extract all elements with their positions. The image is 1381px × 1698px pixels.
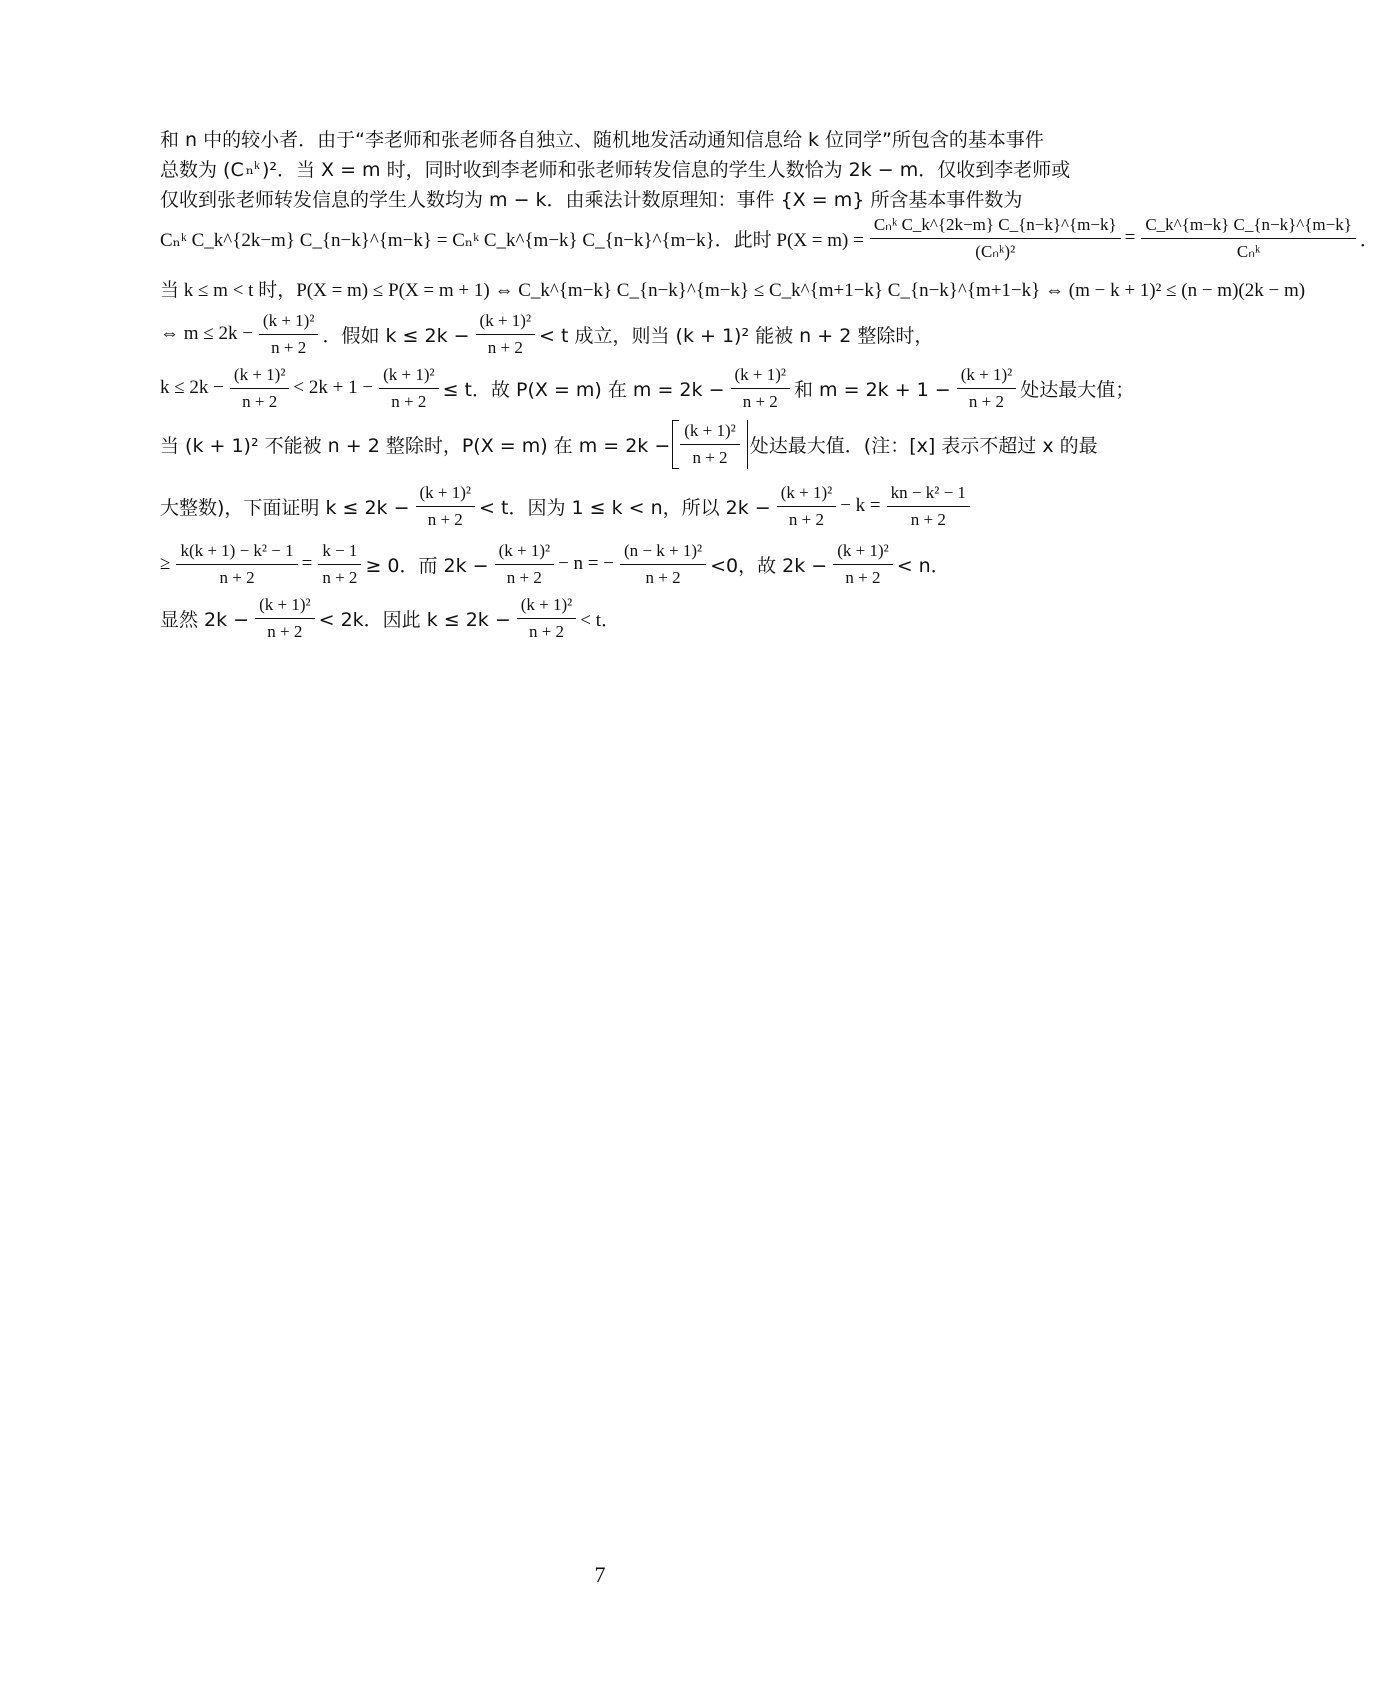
fraction-numerator: kn − k² − 1 (887, 482, 970, 507)
math-segment: ₙᵏ (245, 157, 260, 179)
fraction-denominator: n + 2 (692, 447, 728, 467)
fraction (731, 364, 791, 413)
text-segment: 当 (k + 1)² 不能被 n + 2 整除时，P(X = m) 在 m = 2k − (160, 434, 671, 457)
fraction (887, 482, 970, 531)
fraction-denominator: n + 2 (742, 391, 778, 411)
fraction-numerator: (n − k + 1)² (620, 540, 706, 565)
text-segment: 处达最大值； (1020, 378, 1135, 401)
fraction-numerator: (k + 1)² (833, 540, 893, 565)
fraction-numerator: (k + 1)² (680, 420, 740, 445)
text-segment: < n． (896, 554, 950, 577)
fraction (230, 364, 290, 413)
fraction-denominator: n + 2 (788, 509, 824, 529)
math-segment: ⇔ m ≤ 2k − (160, 323, 253, 344)
fraction-numerator: (k + 1)² (495, 540, 555, 565)
text-segment: 显然 2k − (160, 608, 250, 631)
math-segment: − n = − (558, 553, 614, 574)
fraction-denominator: Cₙᵏ (1236, 241, 1261, 261)
text-segment: 仅收到张老师转发信息的学生人数均为 m − k．由乘法计数原理知：事件 {X = m} 所含基本事件数为 (160, 188, 1023, 211)
text-line-6 (160, 304, 935, 364)
floor-bracket (672, 420, 748, 469)
fraction-denominator: n + 2 (322, 567, 358, 587)
text-segment: <0，故 2k − (710, 554, 828, 577)
fraction (176, 540, 297, 589)
fraction-denominator: n + 2 (845, 567, 881, 587)
fraction-numerator: (k + 1)² (379, 364, 439, 389)
text-segment: ≥ 0．而 2k − (365, 554, 489, 577)
text-line-11 (160, 588, 622, 648)
math-segment: < 2k + 1 − (293, 377, 374, 398)
fraction-numerator: Cₙᵏ C_k^{2k−m} C_{n−k}^{m−k} (870, 214, 1121, 239)
text-segment: 大整数)，下面证明 k ≤ 2k − (160, 496, 410, 519)
page-number: 7 (594, 1562, 606, 1587)
fraction (476, 310, 536, 359)
text-segment: ≤ t．故 P(X = m) 在 m = 2k − (442, 378, 725, 401)
fraction-denominator: n + 2 (271, 337, 307, 357)
text-segment: )²．当 X = m 时，同时收到李老师和张老师转发信息的学生人数恰为 2k − m．仅收到李老师或 (261, 158, 1071, 181)
fraction-numerator: (k + 1)² (259, 310, 319, 335)
text-segment: < t 成立，则当 (k + 1)² 能被 n + 2 整除时， (539, 324, 934, 347)
fraction-numerator: (k + 1)² (416, 482, 476, 507)
text-segment: 和 n 中的较小者．由于“李老师和张老师各自独立、随机地发活动通知信息给 k 位同学”所包含的基本事件 (160, 128, 1044, 151)
fraction (255, 594, 315, 643)
fraction-denominator: n + 2 (910, 509, 946, 529)
math-segment: < t． (580, 609, 621, 631)
math-segment: = (1124, 227, 1136, 248)
text-segment: < t．因为 1 ≤ k < n，所以 2k − (479, 496, 771, 519)
math-segment: k ≤ 2k − (160, 377, 224, 398)
text-line-8 (160, 414, 1100, 474)
fraction (1141, 214, 1356, 263)
fraction-numerator: k − 1 (318, 540, 361, 565)
fraction (379, 364, 439, 413)
fraction-denominator: n + 2 (968, 391, 1004, 411)
math-segment: − k = (840, 495, 881, 516)
fraction-numerator: (k + 1)² (476, 310, 536, 335)
fraction-numerator: (k + 1)² (777, 482, 837, 507)
text-line-9 (160, 476, 974, 536)
text-line-7 (160, 358, 1136, 418)
math-segment: Cₙᵏ C_k^{2k−m} C_{n−k}^{m−k} = Cₙᵏ C_k^{m−k} C_{n−k}^{m−k}．此时 P(X = m) = (160, 229, 864, 251)
fraction-denominator: n + 2 (219, 567, 255, 587)
fraction-denominator: n + 2 (506, 567, 542, 587)
math-segment: 当 k ≤ m < t 时，P(X = m) ≤ P(X = m + 1) ⇔ C_k^{m−k} C_{n−k}^{m−k} ≤ C_k^{m+1−k} C_{n−k}^{m+1−k} ⇔ (m − k + 1)² ≤ (n − m)(2k − m) (160, 279, 1306, 301)
fraction-denominator: n + 2 (242, 391, 278, 411)
fraction (870, 214, 1121, 263)
fraction (777, 482, 837, 531)
fraction-denominator: (Cₙᵏ)² (975, 241, 1016, 261)
math-segment: = (301, 553, 313, 574)
fraction (495, 540, 555, 589)
fraction-numerator: k(k + 1) − k² − 1 (176, 540, 297, 565)
text-line-10 (160, 534, 952, 594)
math-segment: ． (1359, 229, 1379, 251)
fraction-numerator: (k + 1)² (957, 364, 1017, 389)
fraction (833, 540, 893, 589)
fraction (680, 420, 740, 469)
fraction (957, 364, 1017, 413)
fraction-denominator: n + 2 (528, 621, 565, 641)
text-segment: 和 m = 2k + 1 − (794, 378, 951, 401)
fraction-denominator: n + 2 (645, 567, 681, 587)
text-segment: < 2k．因此 k ≤ 2k − (318, 608, 511, 631)
text-segment: 处达最大值．(注：[x] 表示不超过 x 的最 (749, 434, 1098, 457)
math-segment: ≥ (160, 553, 171, 574)
fraction-numerator: C_k^{m−k} C_{n−k}^{m−k} (1141, 214, 1356, 239)
fraction-numerator: (k + 1)² (517, 594, 577, 619)
fraction (517, 594, 577, 643)
text-segment: ．假如 k ≤ 2k − (322, 324, 470, 347)
fraction (318, 540, 361, 589)
fraction (259, 310, 319, 359)
text-segment: 总数为 (C (160, 158, 244, 181)
fraction-denominator: n + 2 (427, 509, 463, 529)
fraction (620, 540, 706, 589)
fraction-numerator: (k + 1)² (255, 594, 315, 619)
fraction-denominator: n + 2 (267, 621, 303, 641)
fraction-denominator: n + 2 (487, 337, 523, 357)
fraction-numerator: (k + 1)² (731, 364, 791, 389)
fraction (416, 482, 476, 531)
fraction-denominator: n + 2 (391, 391, 427, 411)
fraction-numerator: (k + 1)² (230, 364, 290, 389)
